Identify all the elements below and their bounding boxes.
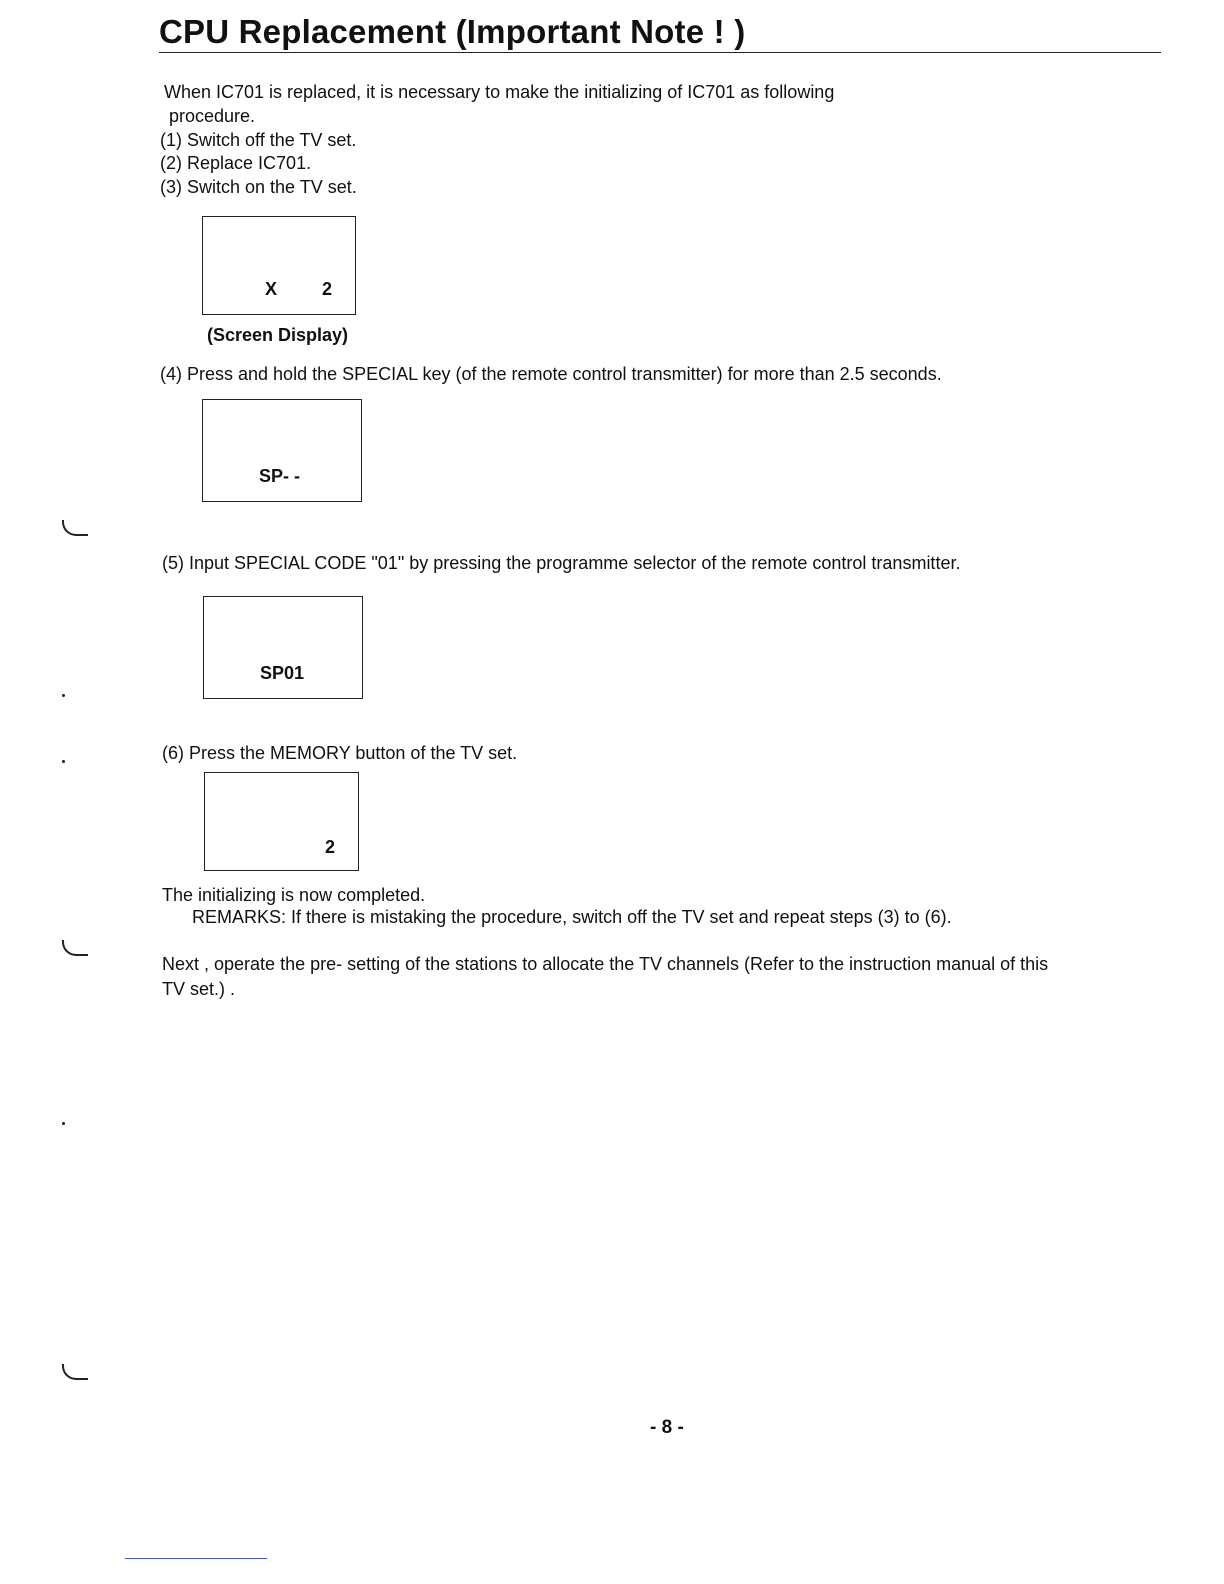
screen-display-caption: (Screen Display) bbox=[207, 325, 349, 345]
page-title: CPU Replacement (Important Note ! ) bbox=[159, 13, 746, 50]
next-line-2: TV set.) . bbox=[162, 979, 236, 999]
display-3-text: SP01 bbox=[260, 663, 305, 683]
intro-line-1: When IC701 is replaced, it is necessary to make the initializing of IC701 as following bbox=[164, 82, 835, 102]
margin-mark bbox=[62, 940, 88, 956]
display-2-text: SP- - bbox=[259, 466, 301, 486]
display-1-channel: 2 bbox=[322, 279, 333, 299]
step-6: (6) Press the MEMORY button of the TV set. bbox=[162, 743, 518, 763]
footer-rule bbox=[125, 1558, 267, 1559]
page-number: - 8 - bbox=[650, 1417, 684, 1438]
margin-mark bbox=[62, 520, 88, 536]
screen-display-2 bbox=[202, 399, 362, 502]
screen-display-1 bbox=[202, 216, 356, 315]
scan-dot bbox=[62, 694, 65, 697]
title-underline bbox=[159, 52, 1161, 53]
display-1-x: X bbox=[265, 279, 278, 299]
next-line-1: Next , operate the pre- setting of the stations to allocate the TV channels (Refer to the instruction manual of this bbox=[162, 954, 1049, 974]
step-3: (3) Switch on the TV set. bbox=[160, 177, 357, 197]
remarks-text: REMARKS: If there is mistaking the procedure, switch off the TV set and repeat steps (3) to (6). bbox=[192, 907, 952, 927]
step-5: (5) Input SPECIAL CODE "01" by pressing the programme selector of the remote control transmitter. bbox=[162, 553, 961, 573]
display-4-text: 2 bbox=[325, 837, 336, 857]
scan-dot bbox=[62, 760, 65, 763]
step-4: (4) Press and hold the SPECIAL key (of the remote control transmitter) for more than 2.5 seconds. bbox=[160, 364, 942, 384]
intro-line-2: procedure. bbox=[169, 106, 256, 126]
step-1: (1) Switch off the TV set. bbox=[160, 130, 357, 150]
completion-text: The initializing is now completed. bbox=[162, 885, 426, 905]
screen-display-3 bbox=[203, 596, 363, 699]
margin-mark bbox=[62, 1364, 88, 1380]
scan-dot bbox=[62, 1122, 65, 1125]
screen-display-4 bbox=[204, 772, 359, 871]
step-2: (2) Replace IC701. bbox=[160, 153, 312, 173]
